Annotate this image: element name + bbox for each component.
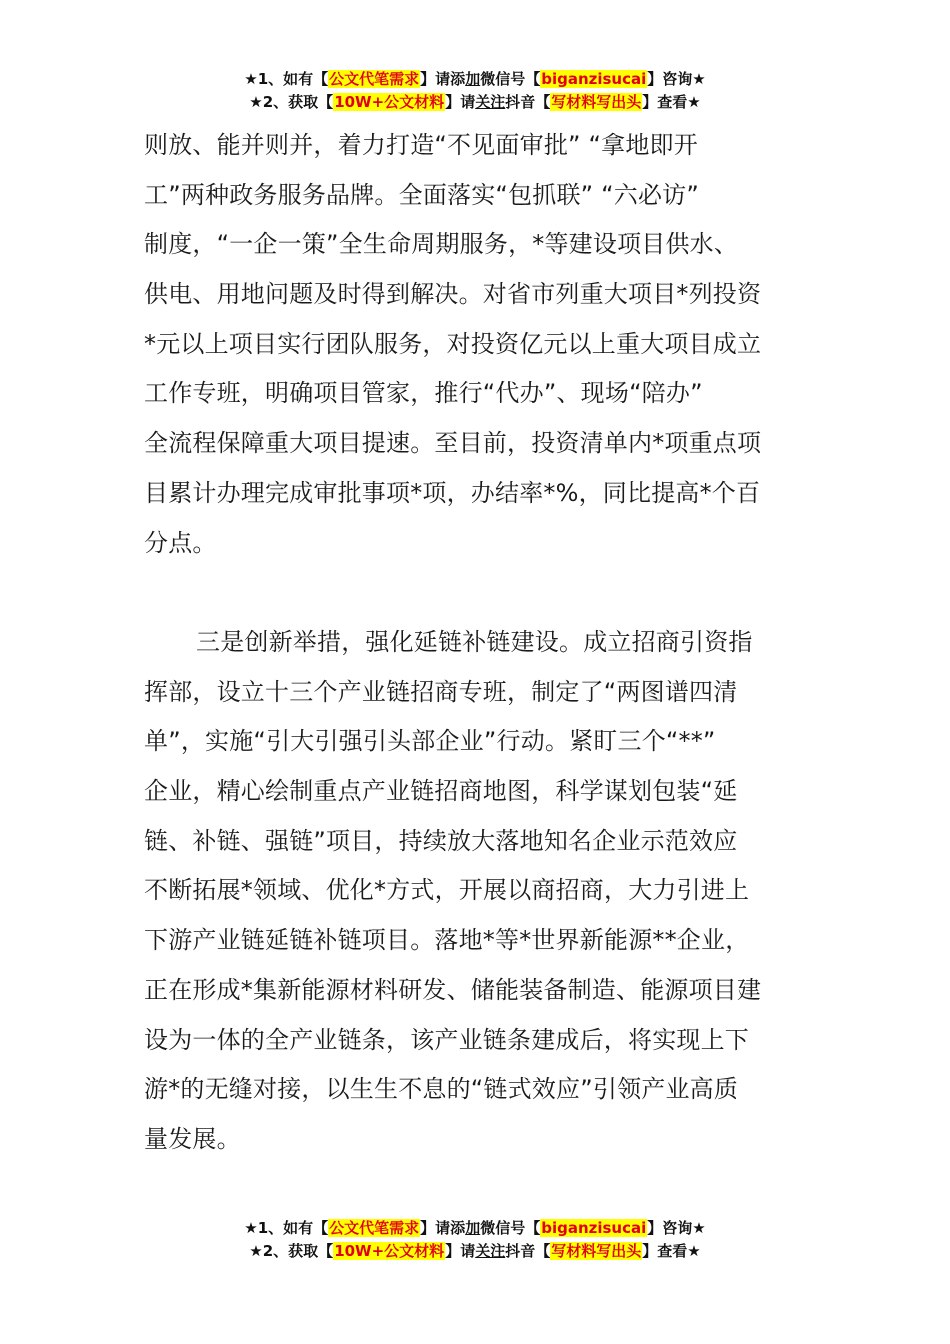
footer-line-2-underlined: 关注 xyxy=(475,1242,506,1260)
header-banner xyxy=(0,68,950,114)
footer-banner xyxy=(0,1217,950,1263)
banner-line-1-middle-a: 】请添 xyxy=(420,70,466,88)
paragraph-2-line: 链、补链、强链”项目，持续放大落地知名企业示范效应 xyxy=(144,826,738,855)
paragraph-2-line: 企业，精心绘制重点产业链招商地图，科学谋划包装“延 xyxy=(144,777,738,806)
banner-line-2-prefix: ★2、获取【 xyxy=(249,93,334,111)
banner-line-1 xyxy=(0,68,950,91)
paragraph-1-line: 全流程保障重大项目提速。至目前，投资清单内*项重点项 xyxy=(144,429,762,458)
paragraph-1-line: 工作专班，明确项目管家，推行“代办”、现场“陪办” xyxy=(144,379,703,408)
paragraph-1 xyxy=(144,121,808,568)
paragraph-2-line: 不断拓展*领域、优化*方式，开展以商招商，大力引进上 xyxy=(144,876,750,905)
banner-highlight-service: 公文代笔需求 xyxy=(329,70,420,88)
footer-highlight-wechat-id: biganzisucai xyxy=(541,1219,647,1237)
banner-line-1-underlined: 加 xyxy=(465,70,481,88)
paragraph-2-line: 正在形成*集新能源材料研发、储能装备制造、能源项目建 xyxy=(144,975,762,1004)
footer-line-2-middle-b: 抖音【 xyxy=(505,1242,551,1260)
paragraph-1-line: 工”两种政务服务品牌。全面落实“包抓联” “六必访” xyxy=(144,180,699,209)
footer-highlight-materials: 10W+公文材料 xyxy=(334,1242,445,1260)
paragraph-1-line: 目累计办理完成审批事项*项，办结率*%，同比提高*个百 xyxy=(144,478,761,507)
paragraph-2-line: 单”，实施“引大引强引头部企业”行动。紧盯三个“**” xyxy=(144,727,716,756)
banner-line-2-middle-a: 】请 xyxy=(445,93,476,111)
footer-line-1-prefix: ★1、如有【 xyxy=(244,1219,329,1237)
footer-line-2-suffix: 】查看★ xyxy=(642,1242,701,1260)
paragraph-1-line: *元以上项目实行团队服务，对投资亿元以上重大项目成立 xyxy=(144,329,762,358)
banner-highlight-douyin-account: 写材料写出头 xyxy=(551,93,642,111)
paragraph-2-line: 量发展。 xyxy=(144,1124,241,1153)
footer-line-1-middle-a: 】请添 xyxy=(420,1219,466,1237)
banner-line-1-suffix: 】咨询★ xyxy=(647,70,706,88)
footer-line-2-middle-a: 】请 xyxy=(445,1242,476,1260)
banner-line-1-prefix: ★1、如有【 xyxy=(244,70,329,88)
footer-line-1-middle-b: 微信号【 xyxy=(480,1219,541,1237)
paragraph-2 xyxy=(144,618,808,1165)
banner-highlight-materials: 10W+公文材料 xyxy=(334,93,445,111)
footer-banner-line-1 xyxy=(0,1217,950,1240)
footer-highlight-douyin-account: 写材料写出头 xyxy=(551,1242,642,1260)
paragraph-2-line: 设为一体的全产业链条，该产业链条建成后，将实现上下 xyxy=(144,1025,749,1054)
banner-highlight-wechat-id: biganzisucai xyxy=(541,70,647,88)
footer-line-2-prefix: ★2、获取【 xyxy=(249,1242,334,1260)
banner-line-2-middle-b: 抖音【 xyxy=(505,93,551,111)
paragraph-1-line: 供电、用地问题及时得到解决。对省市列重大项目*列投资 xyxy=(144,280,762,309)
paragraph-1-line: 制度，“一企一策”全生命周期服务，*等建设项目供水、 xyxy=(144,230,739,259)
paragraph-2-line: 三是创新举措，强化延链补链建设。成立招商引资指 xyxy=(196,628,753,656)
paragraph-1-line: 则放、能并则并，着力打造“不见面审批” “拿地即开 xyxy=(144,131,698,159)
footer-line-1-suffix: 】咨询★ xyxy=(647,1219,706,1237)
footer-banner-line-2 xyxy=(0,1240,950,1263)
paragraph-2-line: 下游产业链延链补链项目。落地*等*世界新能源**企业， xyxy=(144,926,750,955)
footer-line-1-underlined: 加 xyxy=(465,1219,481,1237)
banner-line-2 xyxy=(0,91,950,114)
paragraph-1-line: 分点。 xyxy=(144,528,217,557)
banner-line-2-suffix: 】查看★ xyxy=(642,93,701,111)
banner-line-1-middle-b: 微信号【 xyxy=(480,70,541,88)
footer-highlight-service: 公文代笔需求 xyxy=(329,1219,420,1237)
paragraph-2-line: 游*的无缝对接，以生生不息的“链式效应”引领产业高质 xyxy=(144,1075,739,1104)
banner-line-2-underlined: 关注 xyxy=(475,93,506,111)
paragraph-2-line: 挥部，设立十三个产业链招商专班，制定了“两图谱四清 xyxy=(144,677,738,706)
